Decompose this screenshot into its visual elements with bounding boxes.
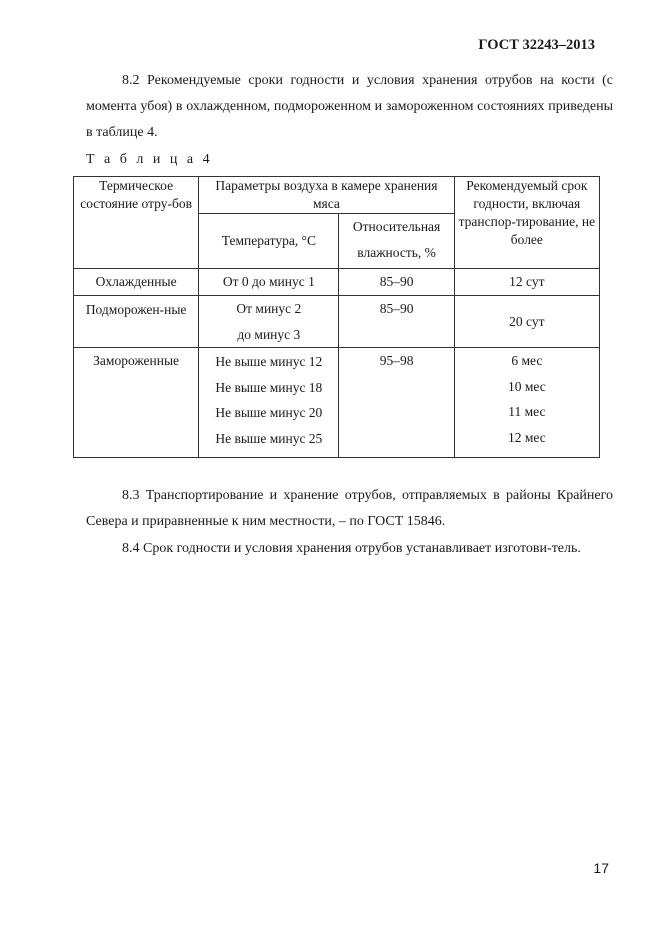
header-state: Термическое состояние отру-бов xyxy=(74,177,199,269)
table-row xyxy=(74,296,600,348)
term-value: 12 мес xyxy=(507,429,546,445)
shelf-life-table xyxy=(73,176,600,458)
paragraph-8-3: 8.3 Транспортирование и хранение отрубов, отправляемых в районы Крайнего Севера и приравненные к ним местности, – по ГОСТ 15846. xyxy=(86,488,613,529)
row-state: Охлажденные xyxy=(74,269,199,296)
document-header: ГОСТ 32243–2013 xyxy=(478,37,595,53)
row-humidity: 85–90 xyxy=(339,269,454,296)
term-value: 12 сут xyxy=(509,274,545,289)
table-header-row xyxy=(74,177,600,214)
header-air-params: Параметры воздуха в камере хранения мяса xyxy=(199,177,454,214)
paragraph-8-2: 8.2 Рекомендуемые сроки годности и условия хранения отрубов на кости (с момента убоя) в охлажденном, подмороженном и замороженном состояниях приведены в таблице 4. xyxy=(86,73,613,140)
row-state: Замороженные xyxy=(74,348,199,458)
temperature-value: От минус 2 xyxy=(236,301,302,316)
row-temperature xyxy=(199,269,339,296)
page-number: 17 xyxy=(593,860,609,876)
table-label: Т а б л и ц а 4 xyxy=(86,152,213,167)
row-term xyxy=(454,296,599,348)
row-temperature xyxy=(199,296,339,348)
temperature-value: Не выше минус 12 xyxy=(215,354,323,369)
row-humidity: 85–90 xyxy=(339,296,454,348)
term-value: 10 мес xyxy=(507,378,546,394)
table-row xyxy=(74,348,600,458)
term-value: 6 мес xyxy=(511,353,543,368)
row-term xyxy=(454,348,599,458)
table-row xyxy=(74,269,600,296)
row-temperature xyxy=(199,348,339,458)
header-temperature: Температура, °С xyxy=(199,214,339,269)
temperature-value: Не выше минус 20 xyxy=(215,405,323,420)
temperature-value: Не выше минус 25 xyxy=(215,430,323,446)
paragraph-8-4: 8.4 Срок годности и условия хранения отрубов устанавливает изготови-тель. xyxy=(122,541,581,556)
temperature-value: От 0 до минус 1 xyxy=(222,274,315,290)
header-humidity: Относительная влажность, % xyxy=(339,214,454,269)
row-state: Подморожен-ные xyxy=(74,296,199,348)
header-shelf-life: Рекомендуемый срок годности, включая транспор-тирование, не более xyxy=(454,177,599,269)
row-humidity: 95–98 xyxy=(339,348,454,458)
row-term xyxy=(454,269,599,296)
term-value: 11 мес xyxy=(508,404,546,419)
term-value: 20 сут xyxy=(509,313,545,329)
temperature-value: до минус 3 xyxy=(237,326,301,342)
temperature-value: Не выше минус 18 xyxy=(215,379,323,395)
